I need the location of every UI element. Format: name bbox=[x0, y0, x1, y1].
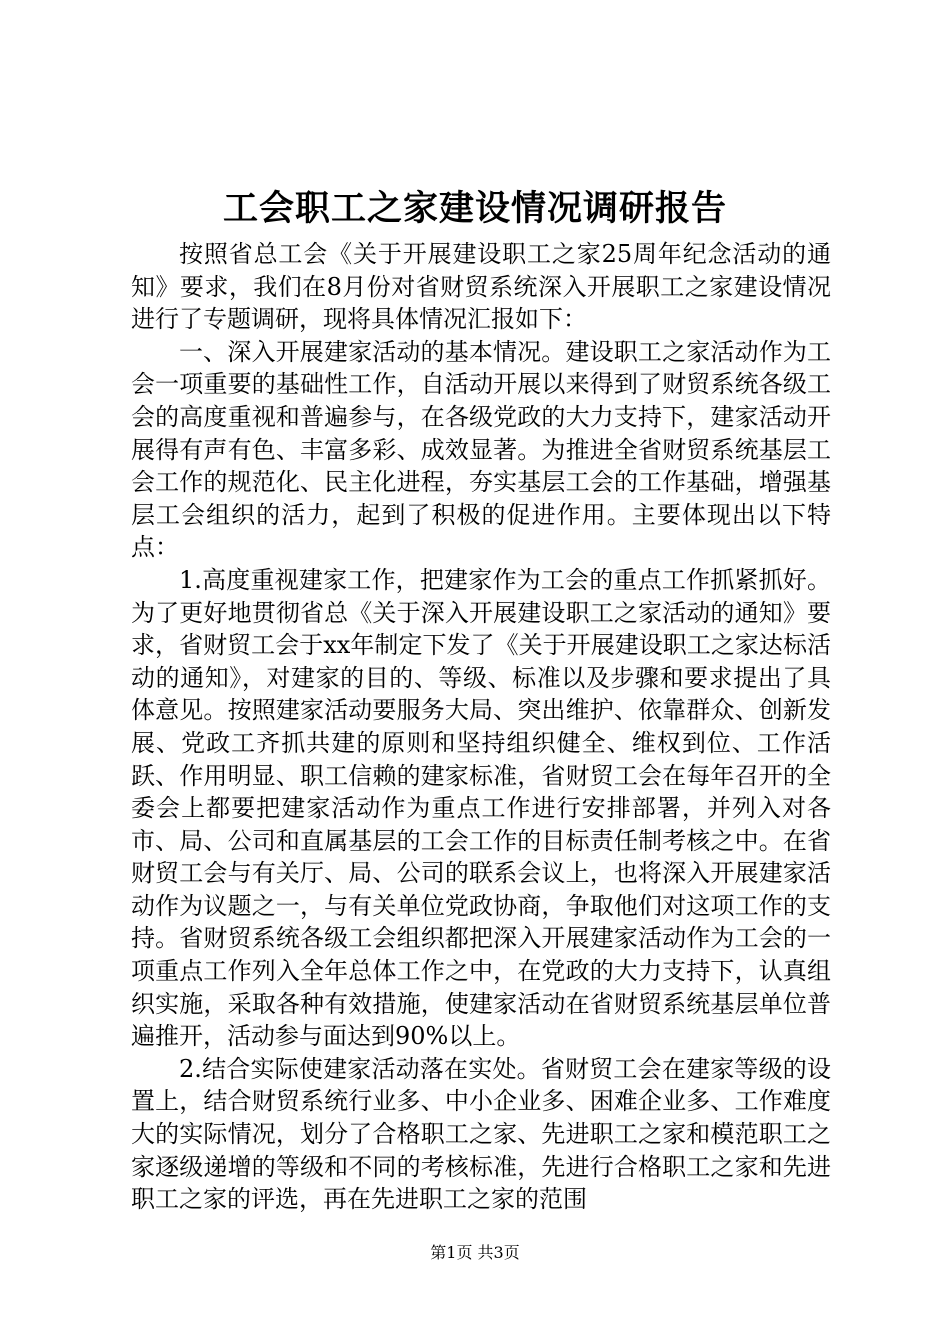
paragraph-intro: 按照省总工会《关于开展建设职工之家25周年纪念活动的通知》要求，我们在8月份对省财贸系统深入开展职工之家建设情况进行了专题调研，现将具体情况汇报如下： bbox=[131, 240, 831, 334]
document-body bbox=[131, 238, 831, 1216]
paragraph-point-2: 2.结合实际使建家活动落在实处。省财贸工会在建家等级的设置上，结合财贸系统行业多、中小企业多、困难企业多、工作难度大的实际情况，划分了合格职工之家、先进职工之家和模范职工之家逐级递增的等级和不同的考核标准，先进行合格职工之家和先进职工之家的评选，再在先进职工之家的范围 bbox=[131, 1054, 831, 1214]
paragraph-section-1: 一、深入开展建家活动的基本情况。建设职工之家活动作为工会一项重要的基础性工作，自活动开展以来得到了财贸系统各级工会的高度重视和普遍参与，在各级党政的大力支持下，建家活动开展得有声有色、丰富多彩、成效显著。为推进全省财贸系统基层工会工作的规范化、民主化进程，夯实基层工会的工作基础，增强基层工会组织的活力，起到了积极的促进作用。主要体现出以下特点： bbox=[131, 337, 831, 562]
document-title: 工会职工之家建设情况调研报告 bbox=[222, 188, 727, 229]
paragraph-point-1: 1.高度重视建家工作，把建家作为工会的重点工作抓紧抓好。为了更好地贯彻省总《关于深入开展建设职工之家活动的通知》要求，省财贸工会于xx年制定下发了《关于开展建设职工之家达标活动的通知》，对建家的目的、等级、标准以及步骤和要求提出了具体意见。按照建家活动要服务大局、突出维护、依靠群众、创新发展、党政工齐抓共建的原则和坚持组织健全、维权到位、工作活跃、作用明显、职工信赖的建家标准，省财贸工会在每年召开的全委会上都要把建家活动作为重点工作进行安排部署，并列入对各市、局、公司和直属基层的工会工作的目标责任制考核之中。在省财贸工会与有关厅、局、公司的联系会议上，也将深入开展建家活动作为议题之一，与有关单位党政协商，争取他们对这项工作的支持。省财贸系统各级工会组织都把深入开展建家活动作为工会的一项重点工作列入全年总体工作之中，在党政的大力支持下，认真组织实施，采取各种有效措施，使建家活动在省财贸系统基层单位普遍推开，活动参与面达到90%以上。 bbox=[131, 565, 831, 1051]
page-number-footer: 第1页 共3页 bbox=[430, 1243, 520, 1262]
